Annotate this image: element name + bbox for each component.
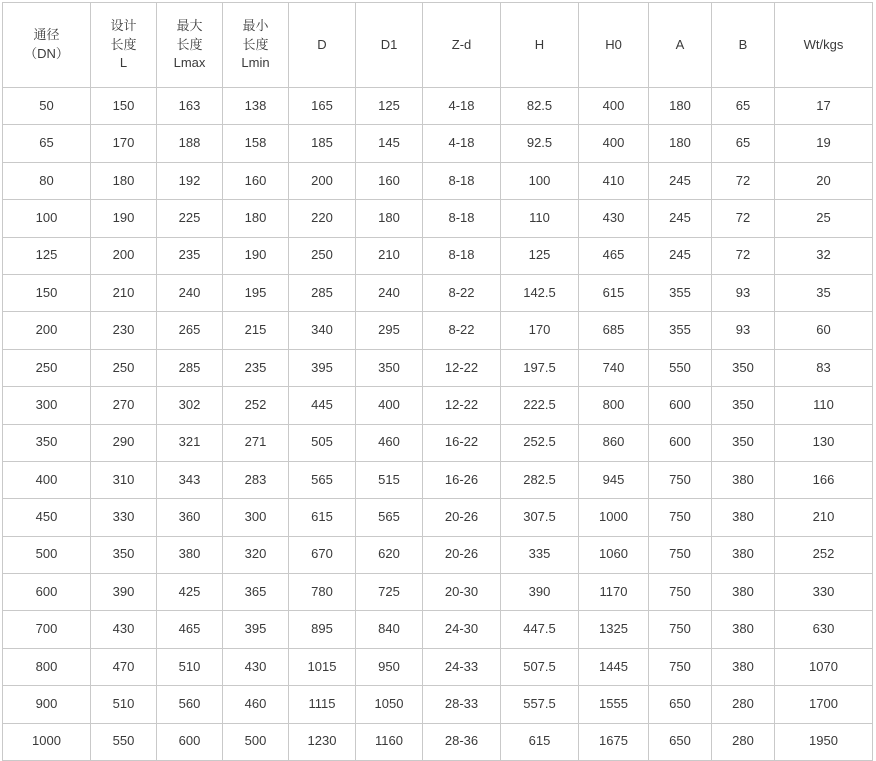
table-cell: 650	[649, 686, 712, 723]
table-cell: 1115	[289, 686, 356, 723]
table-cell: 355	[649, 274, 712, 311]
table-cell: 24-30	[423, 611, 501, 648]
table-header-row	[3, 3, 873, 88]
table-cell: 740	[579, 349, 649, 386]
table-cell: 1230	[289, 723, 356, 760]
table-cell: 430	[91, 611, 157, 648]
table-cell: 750	[649, 574, 712, 611]
table-row	[3, 424, 873, 461]
table-cell: 800	[3, 648, 91, 685]
table-cell: 350	[712, 424, 775, 461]
table-cell: 1950	[775, 723, 873, 760]
table-cell: 280	[712, 686, 775, 723]
table-cell: 240	[356, 274, 423, 311]
table-cell: 860	[579, 424, 649, 461]
table-cell: 505	[289, 424, 356, 461]
table-cell: 445	[289, 387, 356, 424]
table-cell: 200	[289, 162, 356, 199]
table-cell: 125	[3, 237, 91, 274]
table-cell: 283	[223, 461, 289, 498]
table-cell: 460	[223, 686, 289, 723]
table-cell: 245	[649, 162, 712, 199]
table-cell: 197.5	[501, 349, 579, 386]
table-body	[3, 88, 873, 761]
table-cell: 250	[91, 349, 157, 386]
table-cell: 300	[223, 499, 289, 536]
column-header-line: 设计	[110, 17, 137, 33]
table-cell: 60	[775, 312, 873, 349]
table-cell: 180	[91, 162, 157, 199]
table-cell: 180	[649, 125, 712, 162]
column-header-line: （DN）	[24, 46, 69, 61]
table-cell: 4-18	[423, 125, 501, 162]
table-row	[3, 499, 873, 536]
table-cell: 180	[223, 200, 289, 237]
column-header-line: A	[675, 36, 685, 52]
column-header-line: H	[534, 36, 545, 52]
table-cell: 50	[3, 88, 91, 125]
table-row	[3, 200, 873, 237]
table-cell: 1445	[579, 648, 649, 685]
table-cell: 12-22	[423, 387, 501, 424]
column-header-line: 通径	[33, 27, 60, 43]
column-header	[712, 3, 775, 88]
table-cell: 350	[356, 349, 423, 386]
table-row	[3, 536, 873, 573]
table-cell: 158	[223, 125, 289, 162]
column-header-line: 长度	[242, 36, 269, 52]
table-cell: 20-26	[423, 536, 501, 573]
table-cell: 350	[91, 536, 157, 573]
table-cell: 290	[91, 424, 157, 461]
column-header	[649, 3, 712, 88]
table-cell: 615	[579, 274, 649, 311]
table-cell: 360	[157, 499, 223, 536]
table-cell: 1700	[775, 686, 873, 723]
table-cell: 330	[91, 499, 157, 536]
table-cell: 235	[223, 349, 289, 386]
column-header-line: Lmax	[173, 55, 206, 71]
column-header-line: 最小	[242, 17, 269, 33]
table-cell: 725	[356, 574, 423, 611]
table-cell: 1000	[3, 723, 91, 760]
table-row	[3, 312, 873, 349]
table-cell: 750	[649, 611, 712, 648]
table-cell: 20-26	[423, 499, 501, 536]
table-cell: 700	[3, 611, 91, 648]
table-cell: 430	[579, 200, 649, 237]
table-row	[3, 162, 873, 199]
table-cell: 1070	[775, 648, 873, 685]
table-cell: 950	[356, 648, 423, 685]
table-cell: 340	[289, 312, 356, 349]
table-cell: 300	[3, 387, 91, 424]
table-cell: 1060	[579, 536, 649, 573]
table-cell: 395	[223, 611, 289, 648]
table-header	[3, 3, 873, 88]
table-row	[3, 723, 873, 760]
table-cell: 840	[356, 611, 423, 648]
table-cell: 230	[91, 312, 157, 349]
column-header-line: L	[119, 55, 128, 71]
table-row	[3, 648, 873, 685]
column-header	[579, 3, 649, 88]
table-cell: 550	[649, 349, 712, 386]
table-cell: 80	[3, 162, 91, 199]
column-header-line: D1	[380, 36, 398, 52]
table-cell: 395	[289, 349, 356, 386]
table-cell: 295	[356, 312, 423, 349]
table-cell: 335	[501, 536, 579, 573]
table-cell: 20	[775, 162, 873, 199]
table-cell: 780	[289, 574, 356, 611]
table-cell: 160	[223, 162, 289, 199]
table-cell: 380	[712, 536, 775, 573]
table-cell: 450	[3, 499, 91, 536]
table-cell: 195	[223, 274, 289, 311]
table-cell: 252.5	[501, 424, 579, 461]
table-cell: 220	[289, 200, 356, 237]
table-cell: 565	[356, 499, 423, 536]
specification-table	[2, 2, 873, 761]
table-cell: 400	[356, 387, 423, 424]
table-cell: 8-18	[423, 162, 501, 199]
column-header	[223, 3, 289, 88]
table-cell: 1050	[356, 686, 423, 723]
table-cell: 350	[712, 349, 775, 386]
table-cell: 72	[712, 237, 775, 274]
table-row	[3, 611, 873, 648]
table-cell: 430	[223, 648, 289, 685]
table-cell: 110	[501, 200, 579, 237]
table-cell: 320	[223, 536, 289, 573]
column-header-line: D	[317, 36, 327, 52]
table-cell: 32	[775, 237, 873, 274]
column-header-line: Z-d	[451, 36, 472, 52]
table-cell: 170	[91, 125, 157, 162]
table-cell: 460	[356, 424, 423, 461]
table-cell: 560	[157, 686, 223, 723]
table-cell: 515	[356, 461, 423, 498]
table-cell: 265	[157, 312, 223, 349]
column-header	[91, 3, 157, 88]
table-row	[3, 461, 873, 498]
table-cell: 25	[775, 200, 873, 237]
table-cell: 510	[157, 648, 223, 685]
table-cell: 19	[775, 125, 873, 162]
table-cell: 750	[649, 536, 712, 573]
table-cell: 170	[501, 312, 579, 349]
table-cell: 1675	[579, 723, 649, 760]
table-cell: 355	[649, 312, 712, 349]
table-cell: 166	[775, 461, 873, 498]
table-cell: 190	[91, 200, 157, 237]
table-cell: 163	[157, 88, 223, 125]
table-cell: 500	[3, 536, 91, 573]
table-cell: 235	[157, 237, 223, 274]
table-cell: 225	[157, 200, 223, 237]
table-cell: 125	[501, 237, 579, 274]
table-cell: 270	[91, 387, 157, 424]
table-cell: 425	[157, 574, 223, 611]
table-cell: 390	[501, 574, 579, 611]
table-cell: 93	[712, 312, 775, 349]
table-cell: 210	[356, 237, 423, 274]
table-cell: 600	[157, 723, 223, 760]
table-cell: 100	[501, 162, 579, 199]
table-cell: 615	[501, 723, 579, 760]
table-cell: 350	[3, 424, 91, 461]
table-cell: 28-36	[423, 723, 501, 760]
table-cell: 380	[712, 574, 775, 611]
table-cell: 750	[649, 648, 712, 685]
table-cell: 110	[775, 387, 873, 424]
table-cell: 400	[3, 461, 91, 498]
column-header-line: Lmin	[241, 55, 270, 71]
table-row	[3, 237, 873, 274]
column-header	[157, 3, 223, 88]
table-cell: 190	[223, 237, 289, 274]
table-row	[3, 274, 873, 311]
table-cell: 557.5	[501, 686, 579, 723]
table-cell: 1015	[289, 648, 356, 685]
table-cell: 72	[712, 200, 775, 237]
table-cell: 600	[649, 424, 712, 461]
table-cell: 507.5	[501, 648, 579, 685]
table-cell: 350	[712, 387, 775, 424]
table-cell: 380	[712, 611, 775, 648]
table-cell: 16-22	[423, 424, 501, 461]
column-header-line: 最大	[176, 17, 203, 33]
column-header-line: 长度	[176, 36, 203, 52]
table-cell: 307.5	[501, 499, 579, 536]
table-cell: 1170	[579, 574, 649, 611]
column-header-line: B	[738, 36, 748, 52]
table-cell: 4-18	[423, 88, 501, 125]
table-cell: 465	[579, 237, 649, 274]
table-cell: 215	[223, 312, 289, 349]
table-cell: 400	[579, 125, 649, 162]
table-cell: 8-18	[423, 237, 501, 274]
table-cell: 410	[579, 162, 649, 199]
table-cell: 17	[775, 88, 873, 125]
table-cell: 83	[775, 349, 873, 386]
column-header	[775, 3, 873, 88]
table-cell: 302	[157, 387, 223, 424]
table-row	[3, 686, 873, 723]
table-cell: 8-18	[423, 200, 501, 237]
table-cell: 400	[579, 88, 649, 125]
table-cell: 282.5	[501, 461, 579, 498]
table-cell: 8-22	[423, 312, 501, 349]
table-row	[3, 574, 873, 611]
table-cell: 188	[157, 125, 223, 162]
table-cell: 500	[223, 723, 289, 760]
table-cell: 380	[712, 461, 775, 498]
table-cell: 365	[223, 574, 289, 611]
table-cell: 65	[3, 125, 91, 162]
table-cell: 222.5	[501, 387, 579, 424]
table-cell: 252	[775, 536, 873, 573]
table-cell: 470	[91, 648, 157, 685]
table-cell: 510	[91, 686, 157, 723]
table-cell: 685	[579, 312, 649, 349]
table-cell: 210	[775, 499, 873, 536]
table-cell: 145	[356, 125, 423, 162]
table-cell: 100	[3, 200, 91, 237]
table-cell: 200	[3, 312, 91, 349]
table-cell: 310	[91, 461, 157, 498]
table-cell: 750	[649, 499, 712, 536]
table-cell: 630	[775, 611, 873, 648]
table-cell: 1000	[579, 499, 649, 536]
table-cell: 550	[91, 723, 157, 760]
table-cell: 180	[649, 88, 712, 125]
column-header-line: 长度	[110, 36, 137, 52]
table-cell: 65	[712, 125, 775, 162]
table-cell: 16-26	[423, 461, 501, 498]
table-cell: 250	[289, 237, 356, 274]
table-cell: 800	[579, 387, 649, 424]
table-cell: 670	[289, 536, 356, 573]
table-cell: 72	[712, 162, 775, 199]
table-cell: 35	[775, 274, 873, 311]
column-header-line: H0	[605, 36, 622, 52]
table-cell: 945	[579, 461, 649, 498]
table-cell: 165	[289, 88, 356, 125]
column-header	[356, 3, 423, 88]
table-cell: 465	[157, 611, 223, 648]
table-cell: 93	[712, 274, 775, 311]
table-row	[3, 387, 873, 424]
table-cell: 65	[712, 88, 775, 125]
table-cell: 380	[712, 499, 775, 536]
table-cell: 565	[289, 461, 356, 498]
table-cell: 321	[157, 424, 223, 461]
table-cell: 130	[775, 424, 873, 461]
table-cell: 125	[356, 88, 423, 125]
column-header	[501, 3, 579, 88]
table-cell: 8-22	[423, 274, 501, 311]
table-cell: 1555	[579, 686, 649, 723]
table-cell: 28-33	[423, 686, 501, 723]
table-cell: 343	[157, 461, 223, 498]
column-header	[423, 3, 501, 88]
table-row	[3, 88, 873, 125]
table-cell: 150	[3, 274, 91, 311]
table-cell: 200	[91, 237, 157, 274]
table-cell: 750	[649, 461, 712, 498]
table-cell: 285	[157, 349, 223, 386]
column-header-line: Wt/kgs	[803, 36, 844, 52]
table-cell: 447.5	[501, 611, 579, 648]
table-cell: 380	[157, 536, 223, 573]
table-cell: 245	[649, 200, 712, 237]
table-cell: 250	[3, 349, 91, 386]
table-cell: 82.5	[501, 88, 579, 125]
table-cell: 1325	[579, 611, 649, 648]
table-cell: 185	[289, 125, 356, 162]
table-cell: 20-30	[423, 574, 501, 611]
table-cell: 138	[223, 88, 289, 125]
table-cell: 600	[649, 387, 712, 424]
table-cell: 12-22	[423, 349, 501, 386]
table-cell: 285	[289, 274, 356, 311]
table-cell: 192	[157, 162, 223, 199]
table-cell: 271	[223, 424, 289, 461]
table-cell: 92.5	[501, 125, 579, 162]
table-cell: 895	[289, 611, 356, 648]
table-cell: 252	[223, 387, 289, 424]
column-header	[289, 3, 356, 88]
table-cell: 900	[3, 686, 91, 723]
table-cell: 620	[356, 536, 423, 573]
table-cell: 280	[712, 723, 775, 760]
table-cell: 615	[289, 499, 356, 536]
table-cell: 240	[157, 274, 223, 311]
table-cell: 245	[649, 237, 712, 274]
table-cell: 1160	[356, 723, 423, 760]
table-cell: 160	[356, 162, 423, 199]
table-cell: 150	[91, 88, 157, 125]
table-cell: 390	[91, 574, 157, 611]
table-row	[3, 125, 873, 162]
table-cell: 24-33	[423, 648, 501, 685]
table-row	[3, 349, 873, 386]
table-cell: 330	[775, 574, 873, 611]
table-cell: 180	[356, 200, 423, 237]
column-header	[3, 3, 91, 88]
table-cell: 210	[91, 274, 157, 311]
table-cell: 600	[3, 574, 91, 611]
specification-table-container	[0, 2, 876, 749]
table-cell: 380	[712, 648, 775, 685]
table-cell: 650	[649, 723, 712, 760]
table-cell: 142.5	[501, 274, 579, 311]
